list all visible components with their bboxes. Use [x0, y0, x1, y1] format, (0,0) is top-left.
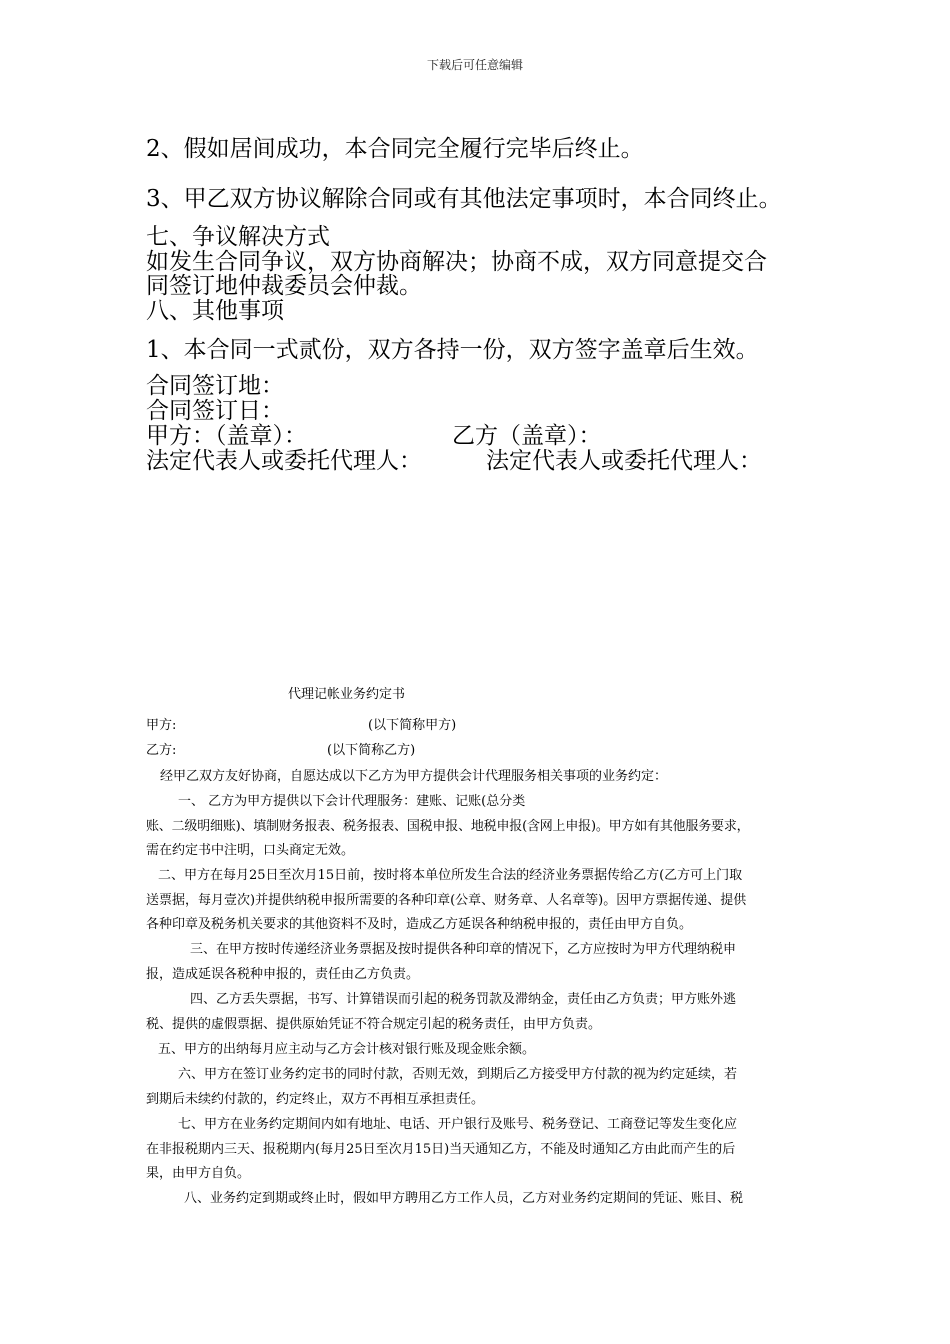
- party-b-note: (以下简称乙方): [327, 743, 416, 758]
- clause-8: [146, 1187, 822, 1212]
- party-a-note: (以下简称甲方): [368, 718, 457, 733]
- clause-1-line-2: 账、二级明细账)、填制财务报表、税务报表、国税申报、地税申报(含网上申报)。甲方如有其他服务要求，: [146, 818, 750, 834]
- section-7-text-line2: 同签订地仲裁委员会仲裁。: [146, 273, 422, 299]
- party-a-label: 甲方:: [146, 718, 177, 733]
- clause-1: [146, 790, 822, 864]
- clause-7-line-2: 在非报税期内三天、报税期内(每月25日至次月15日)当天通知乙方，不能及时通知乙方由此而产生的后: [146, 1141, 736, 1157]
- termination-item-3: 3、甲乙双方协议解除合同或有其他法定事项时，本合同终止。: [146, 186, 782, 212]
- clause-6-line-1: 六、甲方在签订业务约定书的同时付款，否则无效，到期后乙方接受甲方付款的视为约定延续，若: [178, 1067, 738, 1082]
- party-a-seal: 甲方：（盖章）：: [146, 423, 307, 449]
- party-b-representative: 法定代表人或委托代理人：: [486, 448, 762, 474]
- section-8-item-1: 1、本合同一式贰份，双方各持一份，双方签字盖章后生效。: [146, 337, 759, 363]
- party-b-label: 乙方:: [146, 743, 177, 758]
- clause-7: [146, 1113, 822, 1187]
- clause-3: [146, 938, 822, 987]
- clause-7-line-3: 果，由甲方自负。: [146, 1166, 251, 1181]
- clause-4-line-2: 税、提供的虚假票据、提供原始凭证不符合规定引起的税务责任，由甲方负责。: [146, 1016, 602, 1032]
- clause-1-line-3: 需在约定书中注明，口头商定无效。: [146, 843, 355, 858]
- section-7-text-line1: 如发生合同争议，双方协商解决；协商不成，双方同意提交合: [146, 249, 767, 275]
- clause-6-line-2: 到期后未续约付款的，约定终止，双方不再相互承担责任。: [146, 1091, 485, 1107]
- clause-6: [146, 1063, 822, 1112]
- clause-4: [146, 988, 822, 1037]
- party-b-seal: 乙方（盖章）：: [452, 423, 602, 449]
- sign-date: 合同签订日：: [146, 398, 284, 424]
- clause-5-line-1: 五、甲方的出纳每月应主动与乙方会计核对银行账及现金账余额。: [158, 1042, 536, 1057]
- clause-2: [146, 864, 822, 938]
- clause-4-line-1: 四、乙方丢失票据，书写、计算错误而引起的税务罚款及滞纳金，责任由乙方负责；甲方账外逃: [190, 992, 737, 1007]
- clause-7-line-1: 七、甲方在业务约定期间内如有地址、电话、开户银行及账号、税务登记、工商登记等发生变化应: [178, 1117, 738, 1132]
- party-a-representative: 法定代表人或委托代理人：: [146, 448, 422, 474]
- clause-2-line-3: 各种印章及税务机关要求的其他资料不及时，造成乙方延误各种纳税申报的，责任由甲方自负。: [146, 917, 693, 932]
- clause-1-line-1: 一、 乙方为甲方提供以下会计代理服务：建账、记账(总分类: [178, 794, 526, 809]
- clause-3-line-1: 三、在甲方按时传递经济业务票据及按时提供各种印章的情况下，乙方应按时为甲方代理纳税申: [190, 942, 737, 957]
- agreement-title: 代理记帐业务约定书: [288, 687, 406, 702]
- section-7-title: 七、争议解决方式: [146, 224, 330, 250]
- clause-2-line-1: 二、甲方在每月25日至次月15日前，按时将本单位所发生合法的经济业务票据传给乙方(乙方可上门取: [158, 868, 743, 883]
- clause-5: [146, 1038, 822, 1063]
- clause-8-line-1: 八、业务约定到期或终止时，假如甲方聘用乙方工作人员，乙方对业务约定期间的凭证、账目、税: [184, 1191, 744, 1206]
- clause-2-line-2: 送票据，每月壹次)并提供纳税申报所需要的各种印章(公章、财务章、人名章等)。因甲方票据传递、提供: [146, 892, 747, 908]
- agreement-intro: 经甲乙双方友好协商，自愿达成以下乙方为甲方提供会计代理服务相关事项的业务约定：: [160, 769, 668, 784]
- sign-place: 合同签订地：: [146, 373, 284, 399]
- termination-item-2: 2、假如居间成功，本合同完全履行完毕后终止。: [146, 136, 644, 162]
- section-8-title: 八、其他事项: [146, 298, 284, 324]
- clause-3-line-2: 报，造成延误各税种申报的，责任由乙方负责。: [146, 966, 420, 982]
- page-header: 下载后可任意编辑: [426, 58, 523, 72]
